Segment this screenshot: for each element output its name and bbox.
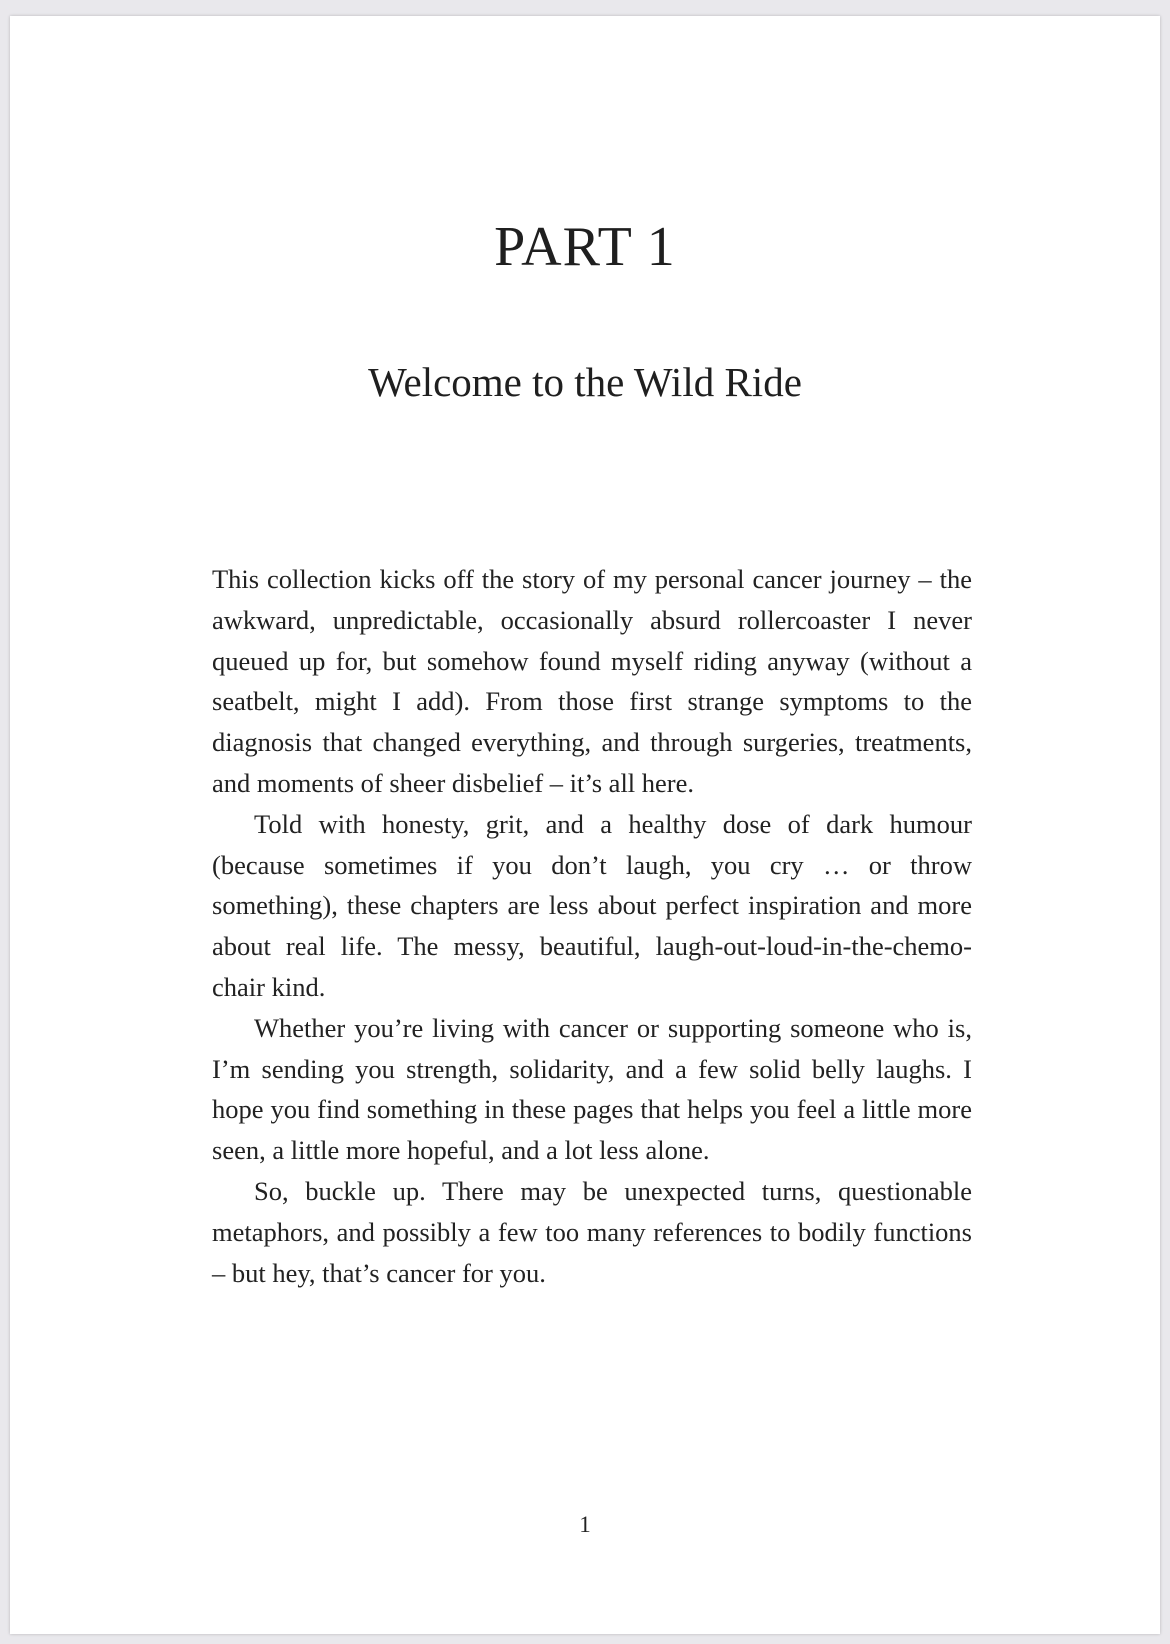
part-title: Welcome to the Wild Ride bbox=[368, 359, 802, 405]
paragraph-intro: This collection kicks off the story of my personal cancer journey – the awkward, unpredictable, occasionally absurd rollercoaster I never queued up for, but somehow found myself riding anyway (without a seatbelt, might I add). From those first strange symptoms to the diagnosis that changed everything, and through surgeries, treatments, and moments of sheer disbelief – it’s all here. bbox=[212, 564, 972, 798]
body-text bbox=[212, 559, 972, 1293]
page-number: 1 bbox=[579, 1512, 591, 1537]
paragraph-support: Whether you’re living with cancer or supporting someone who is, I’m sending you strength, solidarity, and a few solid belly laughs. I hope you find something in these pages that helps you feel a little more seen, a little more hopeful, and a lot less alone. bbox=[212, 1012, 972, 1166]
part-label: PART 1 bbox=[494, 216, 676, 278]
book-page bbox=[10, 16, 1160, 1634]
paragraph-buckle-up: So, buckle up. There may be unexpected turns, questionable metaphors, and possibly a few too many references to bodily functions – but hey, that’s cancer for you. bbox=[212, 1175, 972, 1288]
paragraph-humour: Told with honesty, grit, and a healthy dose of dark humour (because sometimes if you don’t laugh, you cry … or throw something), these chapters are less about perfect inspiration and more about real life. The messy, beautiful, laugh-out-loud-in-the-chemo-chair kind. bbox=[212, 808, 972, 1002]
